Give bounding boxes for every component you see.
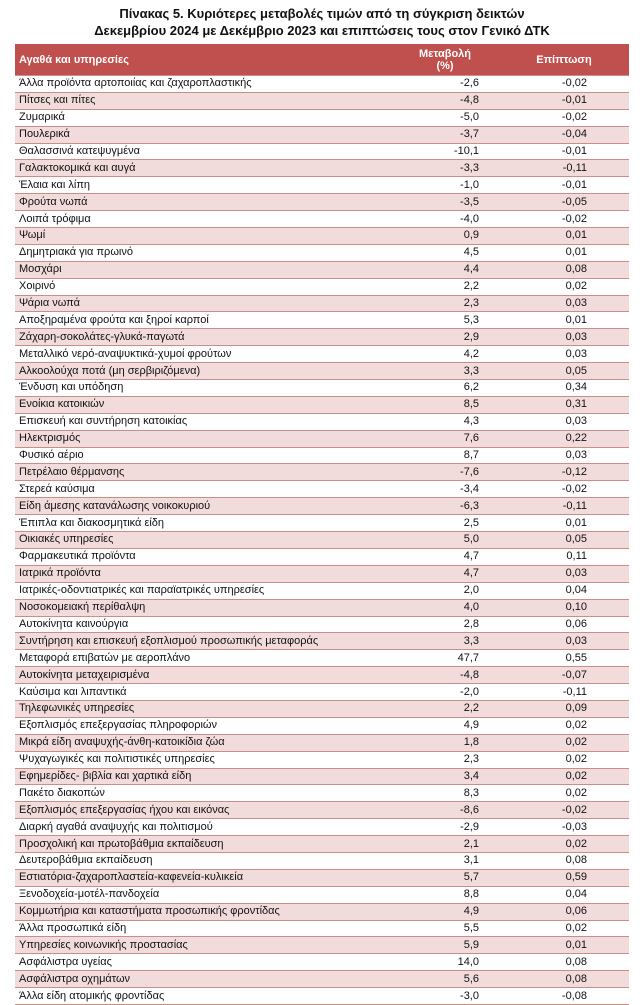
- impact-cell: 0,05: [499, 363, 629, 380]
- impact-cell: -0,03: [499, 819, 629, 836]
- item-cell: Φαρμακευτικά προϊόντα: [15, 548, 391, 565]
- table-row: [15, 312, 629, 329]
- change-cell: -2,9: [391, 819, 499, 836]
- table-row: [15, 160, 629, 177]
- item-cell: Ιατρικές-οδοντιατρικές και παραϊατρικές υπηρεσίες: [15, 582, 391, 599]
- item-cell: Οικιακές υπηρεσίες: [15, 532, 391, 549]
- item-cell: Μοσχάρι: [15, 261, 391, 278]
- table-row: [15, 532, 629, 549]
- change-cell: 8,3: [391, 785, 499, 802]
- item-cell: Ψάρια νωπά: [15, 295, 391, 312]
- item-cell: Καύσιμα και λιπαντικά: [15, 684, 391, 701]
- impact-cell: 0,01: [499, 937, 629, 954]
- item-cell: Εξοπλισμός επεξεργασίας πληροφοριών: [15, 717, 391, 734]
- impact-cell: 0,02: [499, 751, 629, 768]
- change-cell: 4,9: [391, 903, 499, 920]
- table-row: [15, 903, 629, 920]
- table-row: [15, 109, 629, 126]
- table-body: [15, 76, 629, 1005]
- change-cell: 4,9: [391, 717, 499, 734]
- impact-cell: 0,01: [499, 244, 629, 261]
- table-row: [15, 768, 629, 785]
- change-cell: -4,8: [391, 667, 499, 684]
- table-row: [15, 684, 629, 701]
- change-cell: 8,5: [391, 396, 499, 413]
- impact-cell: 0,04: [499, 886, 629, 903]
- item-cell: Προσχολική και πρωτοβάθμια εκπαίδευση: [15, 836, 391, 853]
- item-cell: Ένδυση και υπόδηση: [15, 380, 391, 397]
- impact-cell: 0,08: [499, 261, 629, 278]
- item-cell: Έλαια και λίπη: [15, 177, 391, 194]
- item-cell: Έπιπλα και διακοσμητικά είδη: [15, 515, 391, 532]
- table-row: [15, 599, 629, 616]
- item-cell: Γαλακτοκομικά και αυγά: [15, 160, 391, 177]
- impact-cell: 0,01: [499, 228, 629, 245]
- table-row: [15, 329, 629, 346]
- table-row: [15, 447, 629, 464]
- impact-cell: 0,10: [499, 599, 629, 616]
- impact-cell: 0,03: [499, 413, 629, 430]
- table-row: [15, 700, 629, 717]
- change-cell: -1,0: [391, 177, 499, 194]
- table-row: [15, 211, 629, 228]
- impact-cell: 0,03: [499, 633, 629, 650]
- impact-cell: -0,02: [499, 211, 629, 228]
- impact-cell: -0,11: [499, 498, 629, 515]
- change-cell: -3,3: [391, 160, 499, 177]
- change-cell: 5,9: [391, 937, 499, 954]
- impact-cell: 0,04: [499, 582, 629, 599]
- header-change-line-2: (%): [436, 59, 454, 72]
- impact-cell: 0,03: [499, 447, 629, 464]
- change-cell: -2,6: [391, 76, 499, 93]
- change-cell: 1,8: [391, 734, 499, 751]
- change-cell: -2,0: [391, 684, 499, 701]
- impact-cell: -0,01: [499, 143, 629, 160]
- change-cell: 5,3: [391, 312, 499, 329]
- impact-cell: -0,02: [499, 802, 629, 819]
- change-cell: 2,9: [391, 329, 499, 346]
- table-row: [15, 363, 629, 380]
- item-cell: Θαλασσινά κατεψυγμένα: [15, 143, 391, 160]
- change-cell: 3,4: [391, 768, 499, 785]
- table-row: [15, 548, 629, 565]
- table-row: [15, 295, 629, 312]
- table-row: [15, 228, 629, 245]
- change-cell: 4,7: [391, 548, 499, 565]
- impact-cell: 0,02: [499, 768, 629, 785]
- item-cell: Συντήρηση και επισκευή εξοπλισμού προσωπικής μεταφοράς: [15, 633, 391, 650]
- table-row: [15, 937, 629, 954]
- table-row: [15, 481, 629, 498]
- change-cell: -7,6: [391, 464, 499, 481]
- table-row: [15, 194, 629, 211]
- impact-cell: -0,01: [499, 177, 629, 194]
- item-cell: Πετρέλαιο θέρμανσης: [15, 464, 391, 481]
- item-cell: Φρούτα νωπά: [15, 194, 391, 211]
- impact-cell: 0,59: [499, 869, 629, 886]
- item-cell: Δημητριακά για πρωινό: [15, 244, 391, 261]
- impact-cell: 0,08: [499, 971, 629, 988]
- item-cell: Διαρκή αγαθά αναψυχής και πολιτισμού: [15, 819, 391, 836]
- table-row: [15, 76, 629, 93]
- item-cell: Άλλα είδη ατομικής φροντίδας: [15, 988, 391, 1005]
- header-impact: Επίπτωση: [499, 44, 629, 76]
- header-change: [391, 44, 499, 76]
- item-cell: Επισκευή και συντήρηση κατοικίας: [15, 413, 391, 430]
- impact-cell: 0,31: [499, 396, 629, 413]
- table-row: [15, 633, 629, 650]
- impact-cell: 0,02: [499, 734, 629, 751]
- change-cell: -6,3: [391, 498, 499, 515]
- table-row: [15, 852, 629, 869]
- change-cell: -3,4: [391, 481, 499, 498]
- change-cell: 0,9: [391, 228, 499, 245]
- table-row: [15, 785, 629, 802]
- change-cell: 5,7: [391, 869, 499, 886]
- impact-cell: 0,03: [499, 565, 629, 582]
- item-cell: Ξενοδοχεία-μοτέλ-πανδοχεία: [15, 886, 391, 903]
- item-cell: Υπηρεσίες κοινωνικής προστασίας: [15, 937, 391, 954]
- impact-cell: -0,05: [499, 194, 629, 211]
- impact-cell: 0,11: [499, 548, 629, 565]
- change-cell: 2,2: [391, 700, 499, 717]
- change-cell: 2,8: [391, 616, 499, 633]
- impact-cell: 0,55: [499, 650, 629, 667]
- item-cell: Είδη άμεσης κατανάλωσης νοικοκυριού: [15, 498, 391, 515]
- item-cell: Άλλα προϊόντα αρτοποιίας και ζαχαροπλαστικής: [15, 76, 391, 93]
- title-line-1: Πίνακας 5. Κυριότερες μεταβολές τιμών από τη σύγκριση δεικτών: [119, 6, 525, 21]
- impact-cell: 0,08: [499, 852, 629, 869]
- impact-cell: 0,01: [499, 312, 629, 329]
- change-cell: 2,5: [391, 515, 499, 532]
- table-row: [15, 616, 629, 633]
- impact-cell: -0,02: [499, 76, 629, 93]
- item-cell: Νοσοκομειακή περίθαλψη: [15, 599, 391, 616]
- change-cell: 2,0: [391, 582, 499, 599]
- impact-cell: -0,08: [499, 988, 629, 1005]
- table-row: [15, 346, 629, 363]
- header-item: Αγαθά και υπηρεσίες: [15, 44, 391, 76]
- impact-cell: 0,01: [499, 515, 629, 532]
- table-row: [15, 920, 629, 937]
- item-cell: Εξοπλισμός επεξεργασίας ήχου και εικόνας: [15, 802, 391, 819]
- table-row: [15, 278, 629, 295]
- change-cell: 4,0: [391, 599, 499, 616]
- item-cell: Κομμωτήρια και καταστήματα προσωπικής φροντίδας: [15, 903, 391, 920]
- impact-cell: -0,12: [499, 464, 629, 481]
- item-cell: Χοιρινό: [15, 278, 391, 295]
- table-row: [15, 396, 629, 413]
- change-cell: -3,0: [391, 988, 499, 1005]
- table-row: [15, 836, 629, 853]
- item-cell: Ψωμί: [15, 228, 391, 245]
- impact-cell: 0,02: [499, 920, 629, 937]
- item-cell: Δευτεροβάθμια εκπαίδευση: [15, 852, 391, 869]
- table-row: [15, 886, 629, 903]
- table-row: [15, 869, 629, 886]
- impact-cell: 0,08: [499, 954, 629, 971]
- table-row: [15, 413, 629, 430]
- change-cell: 4,4: [391, 261, 499, 278]
- header-row: [15, 44, 629, 76]
- item-cell: Εφημερίδες- βιβλία και χαρτικά είδη: [15, 768, 391, 785]
- change-cell: -5,0: [391, 109, 499, 126]
- change-cell: 8,7: [391, 447, 499, 464]
- impact-cell: 0,02: [499, 785, 629, 802]
- table-row: [15, 261, 629, 278]
- item-cell: Αποξηραμένα φρούτα και ξηροί καρποί: [15, 312, 391, 329]
- item-cell: Αυτοκίνητα καινούργια: [15, 616, 391, 633]
- item-cell: Πακέτο διακοπών: [15, 785, 391, 802]
- title-line-2: Δεκεμβρίου 2024 με Δεκέμβριο 2023 και επιπτώσεις τους στον Γενικό ΔΤΚ: [94, 23, 550, 38]
- table-row: [15, 464, 629, 481]
- item-cell: Εστιατόρια-ζαχαροπλαστεία-καφενεία-κυλικεία: [15, 869, 391, 886]
- table-row: [15, 954, 629, 971]
- item-cell: Στερεά καύσιμα: [15, 481, 391, 498]
- impact-cell: 0,34: [499, 380, 629, 397]
- impact-cell: -0,02: [499, 481, 629, 498]
- table-row: [15, 650, 629, 667]
- impact-cell: 0,06: [499, 616, 629, 633]
- impact-cell: 0,02: [499, 278, 629, 295]
- change-cell: -3,7: [391, 126, 499, 143]
- table-row: [15, 380, 629, 397]
- change-cell: -4,8: [391, 92, 499, 109]
- change-cell: 5,5: [391, 920, 499, 937]
- change-cell: 3,3: [391, 363, 499, 380]
- impact-cell: -0,11: [499, 160, 629, 177]
- item-cell: Ενοίκια κατοικιών: [15, 396, 391, 413]
- item-cell: Μεταφορά επιβατών με αεροπλάνο: [15, 650, 391, 667]
- table-row: [15, 667, 629, 684]
- item-cell: Αλκοολούχα ποτά (μη σερβιριζόμενα): [15, 363, 391, 380]
- change-cell: 4,3: [391, 413, 499, 430]
- impact-cell: 0,03: [499, 329, 629, 346]
- table-row: [15, 734, 629, 751]
- table-row: [15, 143, 629, 160]
- table-row: [15, 430, 629, 447]
- header-change-line-1: Μεταβολή: [418, 47, 472, 60]
- item-cell: Ζάχαρη-σοκολάτες-γλυκά-παγωτά: [15, 329, 391, 346]
- change-cell: 4,7: [391, 565, 499, 582]
- item-cell: Μεταλλικό νερό-αναψυκτικά-χυμοί φρούτων: [15, 346, 391, 363]
- item-cell: Πίτσες και πίτες: [15, 92, 391, 109]
- impact-cell: -0,02: [499, 109, 629, 126]
- change-cell: -3,5: [391, 194, 499, 211]
- change-cell: 5,0: [391, 532, 499, 549]
- item-cell: Ασφάλιστρα υγείας: [15, 954, 391, 971]
- change-cell: 5,6: [391, 971, 499, 988]
- item-cell: Αυτοκίνητα μεταχειρισμένα: [15, 667, 391, 684]
- item-cell: Μικρά είδη αναψυχής-άνθη-κατοικίδια ζώα: [15, 734, 391, 751]
- item-cell: Ιατρικά προϊόντα: [15, 565, 391, 582]
- table-row: [15, 717, 629, 734]
- change-cell: -8,6: [391, 802, 499, 819]
- item-cell: Ψυχαγωγικές και πολιτιστικές υπηρεσίες: [15, 751, 391, 768]
- item-cell: Ασφάλιστρα οχημάτων: [15, 971, 391, 988]
- table-title: [0, 0, 644, 39]
- change-cell: 6,2: [391, 380, 499, 397]
- impact-cell: -0,04: [499, 126, 629, 143]
- impact-cell: 0,22: [499, 430, 629, 447]
- price-changes-table: [15, 44, 629, 1005]
- item-cell: Πουλερικά: [15, 126, 391, 143]
- change-cell: 2,3: [391, 295, 499, 312]
- table-row: [15, 565, 629, 582]
- item-cell: Άλλα προσωπικά είδη: [15, 920, 391, 937]
- impact-cell: -0,07: [499, 667, 629, 684]
- change-cell: 14,0: [391, 954, 499, 971]
- impact-cell: 0,03: [499, 346, 629, 363]
- impact-cell: 0,06: [499, 903, 629, 920]
- table-row: [15, 498, 629, 515]
- table-header: [15, 44, 629, 76]
- item-cell: Ηλεκτρισμός: [15, 430, 391, 447]
- table-row: [15, 244, 629, 261]
- impact-cell: 0,02: [499, 717, 629, 734]
- change-cell: 2,2: [391, 278, 499, 295]
- item-cell: Τηλεφωνικές υπηρεσίες: [15, 700, 391, 717]
- table-row: [15, 515, 629, 532]
- impact-cell: -0,11: [499, 684, 629, 701]
- change-cell: 2,1: [391, 836, 499, 853]
- table-row: [15, 988, 629, 1005]
- item-cell: Ζυμαρικά: [15, 109, 391, 126]
- impact-cell: 0,09: [499, 700, 629, 717]
- item-cell: Φυσικό αέριο: [15, 447, 391, 464]
- table-row: [15, 819, 629, 836]
- table-row: [15, 126, 629, 143]
- change-cell: 4,2: [391, 346, 499, 363]
- table-row: [15, 177, 629, 194]
- impact-cell: 0,05: [499, 532, 629, 549]
- change-cell: -4,0: [391, 211, 499, 228]
- item-cell: Λοιπά τρόφιμα: [15, 211, 391, 228]
- table-row: [15, 92, 629, 109]
- change-cell: 2,3: [391, 751, 499, 768]
- table-row: [15, 971, 629, 988]
- change-cell: 3,1: [391, 852, 499, 869]
- change-cell: 47,7: [391, 650, 499, 667]
- change-cell: 8,8: [391, 886, 499, 903]
- table-row: [15, 582, 629, 599]
- table-row: [15, 751, 629, 768]
- change-cell: 4,5: [391, 244, 499, 261]
- change-cell: 3,3: [391, 633, 499, 650]
- change-cell: -10,1: [391, 143, 499, 160]
- change-cell: 7,6: [391, 430, 499, 447]
- impact-cell: -0,01: [499, 92, 629, 109]
- table-row: [15, 802, 629, 819]
- impact-cell: 0,03: [499, 295, 629, 312]
- impact-cell: 0,02: [499, 836, 629, 853]
